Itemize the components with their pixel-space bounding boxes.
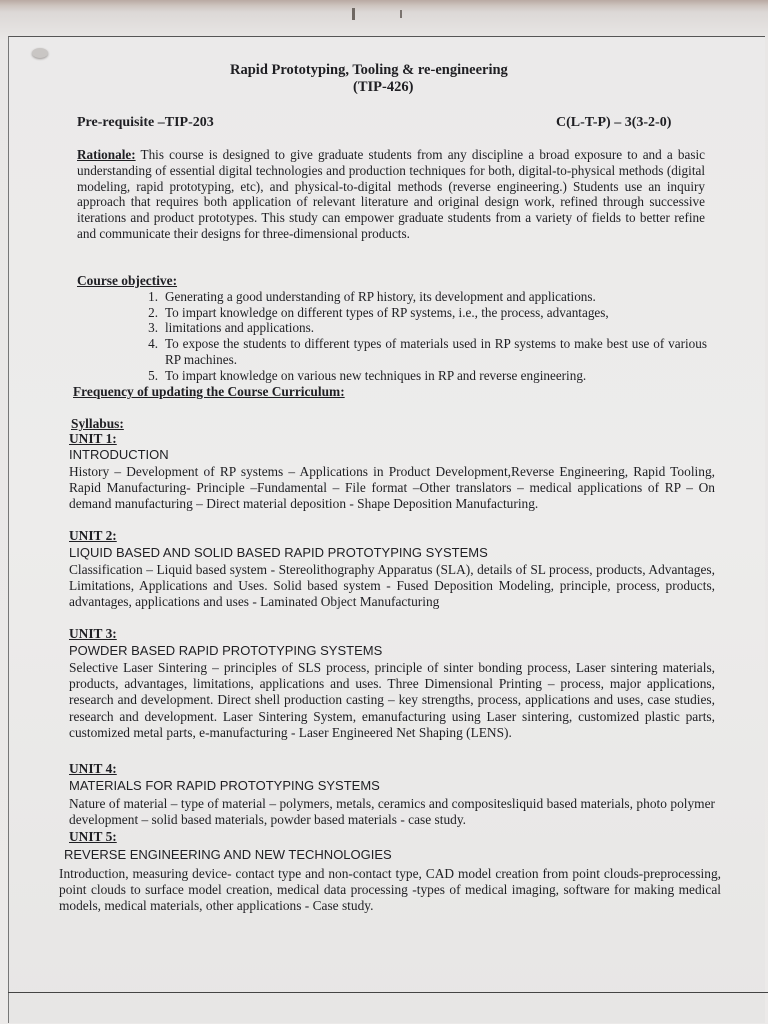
page-clip-mark (352, 8, 355, 20)
page-clip-mark (400, 10, 402, 18)
unit-label: UNIT 1: (69, 431, 117, 446)
unit-label: UNIT 5: (69, 829, 117, 844)
unit-label: UNIT 2: (69, 528, 117, 543)
syllabus-heading: Syllabus: (71, 416, 124, 431)
frequency-heading: Frequency of updating the Course Curriculum: (73, 384, 345, 399)
unit-content: Nature of material – type of material – polymers, metals, ceramics and compositesliquid based materials, photo polymer development – solid based materials, powder based materials - case study. (69, 796, 715, 828)
rationale (77, 147, 705, 242)
punch-hole (32, 48, 48, 58)
objective-heading: Course objective: (77, 273, 178, 288)
objective-item: To expose the students to different types of materials used in RP systems to make best use of various RP machines. (165, 336, 707, 367)
course-title: Rapid Prototyping, Tooling & re-engineering (230, 62, 508, 78)
unit-heading: LIQUID BASED AND SOLID BASED RAPID PROTOTYPING SYSTEMS (69, 545, 488, 560)
objective-item: Generating a good understanding of RP history, its development and applications. (165, 289, 596, 304)
unit-heading: POWDER BASED RAPID PROTOTYPING SYSTEMS (69, 643, 383, 658)
unit-heading: INTRODUCTION (69, 447, 169, 462)
unit-heading: REVERSE ENGINEERING AND NEW TECHNOLOGIES (64, 847, 392, 862)
unit-label: UNIT 4: (69, 761, 117, 776)
unit-content: History – Development of RP systems – Applications in Product Development,Reverse Engineering, Rapid Tooling, Rapid Manufacturing- Principle –Fundamental – File format –Other translators – medical applications of RP – On demand manufacturing – Direct material deposition - Shape Deposition Manufacturing. (69, 464, 715, 512)
course-code: (TIP-426) (353, 79, 414, 95)
objective-number: 3. (148, 320, 158, 335)
objective-number: 2. (148, 305, 158, 320)
objective-item: To impart knowledge on different types of RP systems, i.e., the process, advantages, (165, 305, 609, 320)
objective-number: 1. (148, 289, 158, 304)
unit-content: Selective Laser Sintering – principles of SLS process, principle of sinter bonding process, Laser sintering materials, products, advantages, limitations, applications and uses. Three Dimensional Printing – process, major applications, research and development. Direct shell production casting – key strengths, process, applications and uses, case studies, research and development. Laser Sintering System, emanufacturing using Laser sintering, customized plastic parts, customized metal parts, e-manufacturing - Laser Engineered Net Shaping (LENS). (69, 660, 715, 740)
unit-content: Classification – Liquid based system - Stereolithography Apparatus (SLA), details of SL process, products, Advantages, Limitations, Applications and Uses. Solid based system - Fused Deposition Modeling, principle, process, products, advantages, applications and uses - Laminated Object Manufacturing (69, 562, 715, 610)
prerequisite: Pre-requisite –TIP-203 (77, 115, 214, 130)
unit-content: Introduction, measuring device- contact type and non-contact type, CAD model creation from point clouds-preprocessing, point clouds to surface model creation, medical data processing -types of medical imaging, software for making medical models, medical materials, other applications - Case study. (59, 866, 721, 914)
unit-label: UNIT 3: (69, 626, 117, 641)
page-edge-line (8, 992, 768, 993)
objective-number: 4. (148, 336, 158, 351)
objective-item: To impart knowledge on various new techniques in RP and reverse engineering. (165, 368, 587, 383)
objective-item: limitations and applications. (165, 320, 315, 335)
objective-number: 5. (148, 368, 158, 383)
rationale-label: Rationale: (77, 147, 136, 162)
credits: C(L-T-P) – 3(3-2-0) (556, 115, 672, 130)
rationale-text: This course is designed to give graduate students from any discipline a broad exposure to and a basic understanding of essential digital technologies and production techniques for both, digital-to-physical methods (digital modeling, rapid prototyping, etc), and physical-to-digital methods (reverse engineering.) Students use an inquiry approach that requires both application of relevant literature and original design work, refined through successive iterations and product prototypes. This study can empower graduate students from a variety of fields to better refine and communicate their designs for three-dimensional products. (77, 147, 705, 241)
unit-heading: MATERIALS FOR RAPID PROTOTYPING SYSTEMS (69, 778, 380, 793)
